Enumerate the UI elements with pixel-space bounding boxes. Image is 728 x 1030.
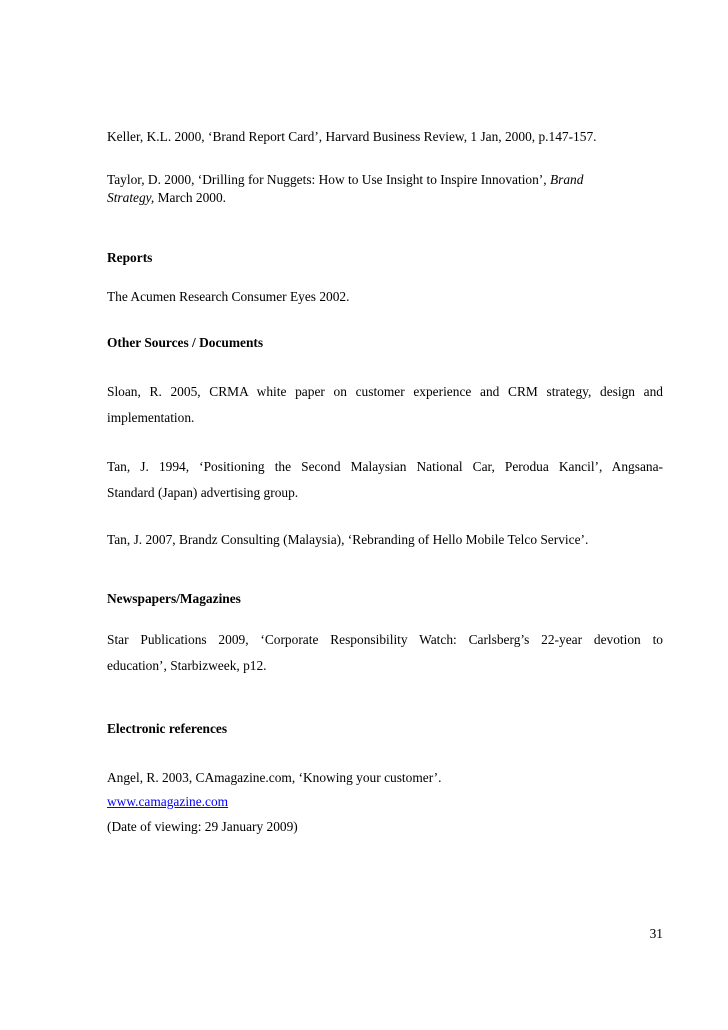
- reference-tan1994-line1: Tan, J. 1994, ‘Positioning the Second Malaysian National Car, Perodua Kancil’, Angsana-: [107, 459, 663, 474]
- page-number: 31: [649, 926, 663, 941]
- heading-reports: Reports: [107, 250, 153, 265]
- heading-newspapers: Newspapers/Magazines: [107, 591, 241, 606]
- link-camagazine-text[interactable]: www.camagazine.com: [107, 794, 229, 809]
- reference-tan1994-line2: Standard (Japan) advertising group.: [107, 485, 299, 500]
- heading-other-sources: Other Sources / Documents: [107, 335, 264, 350]
- reference-tan2007: Tan, J. 2007, Brandz Consulting (Malaysia), ‘Rebranding of Hello Mobile Telco Service’.: [107, 532, 589, 547]
- link-camagazine[interactable]: [107, 793, 663, 811]
- reference-taylor: [107, 171, 663, 207]
- reference-taylor-journal: Brand: [549, 172, 584, 187]
- reference-star-line1: Star Publications 2009, ‘Corporate Responsibility Watch: Carlsberg’s 22-year devotion to: [107, 632, 663, 647]
- reference-acumen: The Acumen Research Consumer Eyes 2002.: [107, 289, 350, 304]
- reference-taylor-journal-cont: Strategy,: [107, 190, 155, 205]
- reference-sloan-line1: Sloan, R. 2005, CRMA white paper on customer experience and CRM strategy, design and: [107, 384, 663, 399]
- reference-taylor-date: March 2000.: [154, 190, 227, 205]
- reference-keller: Keller, K.L. 2000, ‘Brand Report Card’, Harvard Business Review, 1 Jan, 2000, p.147-157.: [107, 129, 597, 144]
- reference-sloan-line2: implementation.: [107, 410, 195, 425]
- reference-star-line2: education’, Starbizweek, p12.: [107, 658, 267, 673]
- heading-electronic: Electronic references: [107, 721, 228, 736]
- reference-taylor-text: Taylor, D. 2000, ‘Drilling for Nuggets: How to Use Insight to Inspire Innovation’,: [107, 172, 550, 187]
- reference-angel: Angel, R. 2003, CAmagazine.com, ‘Knowing your customer’.: [107, 770, 442, 785]
- reference-angel-date: (Date of viewing: 29 January 2009): [107, 819, 298, 834]
